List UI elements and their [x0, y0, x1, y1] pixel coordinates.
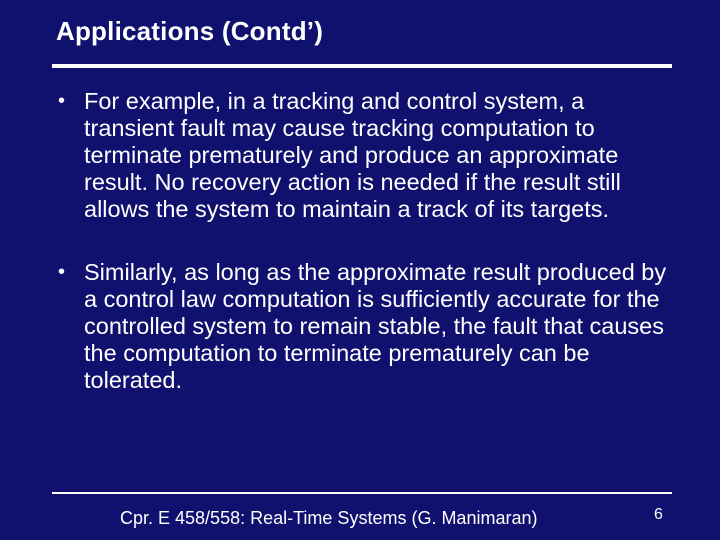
title-divider — [52, 64, 672, 68]
page-number: 6 — [654, 506, 663, 523]
bullet-item — [56, 88, 676, 223]
bullet-text: Similarly, as long as the approximate result produced by a control law computation is sufficiently accurate for the controlled system to remain stable, the fault that causes the computation to terminate prematurely can be tolerated. — [84, 259, 667, 393]
footer-divider — [52, 492, 672, 494]
bullet-text: For example, in a tracking and control system, a transient fault may cause tracking computation to terminate prematurely and produce an approximate result. No recovery action is needed if the result still allows the system to maintain a track of its targets. — [84, 88, 621, 222]
slide-title: Applications (Contd’) — [56, 16, 324, 46]
footer-course-label: Cpr. E 458/558: Real-Time Systems (G. Manimaran) — [120, 508, 538, 528]
bullet-item — [56, 259, 676, 394]
bullet-list — [56, 88, 676, 394]
bullet-marker: • — [58, 261, 66, 283]
bullet-marker: • — [58, 90, 66, 112]
